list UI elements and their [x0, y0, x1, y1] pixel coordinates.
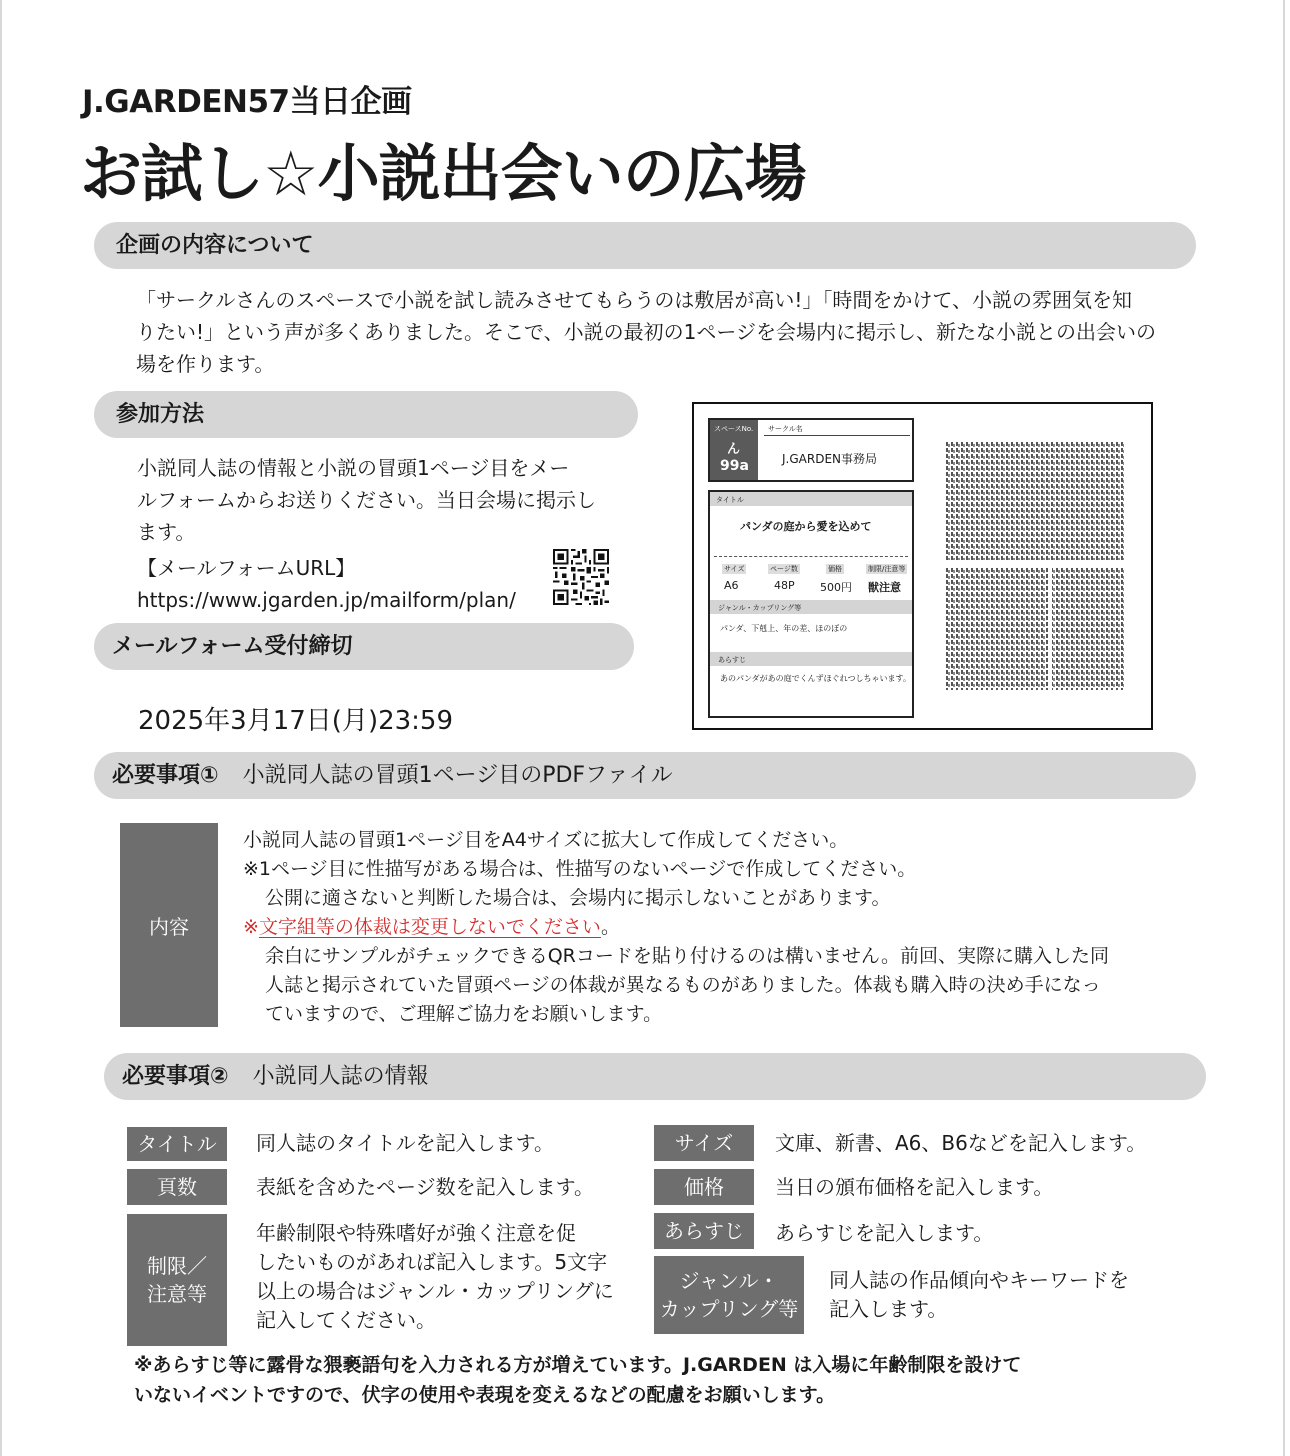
section-bar-req2 [104, 1053, 1206, 1100]
content-label [120, 823, 218, 1027]
section-bar-how [94, 391, 638, 438]
mailform-url-link[interactable]: https://www.jgarden.jp/mailform/plan/ [137, 588, 516, 612]
field-label-price: 価格 [654, 1169, 754, 1205]
footer-note [134, 1350, 1021, 1410]
circle-label: サークル名 [768, 425, 803, 433]
field-desc-title: 同人誌のタイトルを記入します。 [256, 1131, 554, 1155]
content-label-text: 内容 [149, 915, 189, 939]
space-kana: ん [727, 442, 741, 457]
field-desc-size: 文庫、新書、A6、B6などを記入します。 [775, 1131, 1147, 1155]
field-value: 500円 [820, 581, 852, 594]
field-label-size: サイズ [654, 1125, 754, 1161]
field-desc-restrictions [256, 1219, 614, 1335]
req2-subheading: 小説同人誌の情報 [252, 1064, 429, 1089]
sample-detail-card [708, 490, 914, 718]
restrictions-label-line: 制限／ [147, 1254, 207, 1278]
field-value: 48P [774, 579, 795, 592]
section-bar-deadline [94, 623, 634, 670]
req1-subheading: 小説同人誌の冒頭1ページ目のPDFファイル [242, 763, 673, 788]
event-subtitle: J.GARDEN57当日企画 [82, 84, 412, 120]
restrictions-line: したいものがあれば記入します。5文字 [256, 1250, 608, 1274]
sample-poster-image [692, 402, 1153, 730]
section-heading [112, 752, 673, 799]
field-desc-price: 当日の頒布価格を記入します。 [775, 1175, 1054, 1199]
page-frame-right [1283, 0, 1285, 1456]
field-label: サイズ [724, 565, 745, 573]
field-label-synopsis: あらすじ [654, 1213, 754, 1249]
note-mark: ※ [243, 916, 259, 938]
how-text [137, 452, 596, 616]
field-label-genre [654, 1256, 804, 1334]
section-heading: メールフォーム受付締切 [112, 634, 353, 659]
sample-space-card [708, 418, 914, 482]
how-line: ます。 [137, 520, 196, 544]
genre-value: パンダ、下剋上、年の差、ほのぼの [720, 624, 848, 633]
restrictions-line: 以上の場合はジャンル・カップリングに [256, 1279, 614, 1303]
req1-line: 小説同人誌の冒頭1ページ目をA4サイズに拡大して作成してください。 [243, 829, 849, 851]
req1-text [243, 826, 1109, 1029]
section-heading: 企画の内容について [116, 233, 314, 258]
sample-title: パンダの庭から愛を込めて [740, 520, 872, 533]
section-heading [122, 1053, 429, 1100]
section-heading: 参加方法 [116, 402, 205, 427]
req1-line: ※1ページ目に性描写がある場合は、性描写のないページで作成してください。 [243, 858, 917, 880]
genre-label-line: カップリング等 [659, 1297, 799, 1321]
space-label: スペースNo. [714, 425, 754, 433]
layout-warning: 文字組等の体裁は変更しないでください [258, 916, 601, 938]
restrictions-label-line: 注意等 [147, 1282, 207, 1306]
genre-label-line: ジャンル・ [679, 1269, 779, 1293]
restrictions-line: 記入してください。 [256, 1308, 436, 1332]
field-value: 獣注意 [868, 581, 901, 594]
req2-heading: 必要事項② [122, 1064, 229, 1089]
restrictions-line: 年齢制限や特殊嗜好が強く注意を促 [256, 1221, 576, 1245]
how-line: ルフォームからお送りください。当日会場に掲示し [137, 488, 596, 512]
synopsis-label: あらすじ [718, 656, 746, 664]
page-frame-left [0, 0, 2, 1456]
qr-code-icon[interactable] [553, 549, 609, 605]
title-label: タイトル [716, 496, 744, 504]
field-label-title: タイトル [127, 1127, 227, 1161]
req1-warning-line [243, 913, 1109, 942]
req1-heading: 必要事項① [112, 763, 219, 788]
req1-line: ていますので、ご理解ご協力をお願いします。 [265, 1003, 663, 1025]
period: 。 [600, 916, 620, 938]
url-label: 【メールフォームURL】 [137, 556, 356, 580]
field-label: ページ数 [770, 565, 798, 573]
about-line: 「サークルさんのスペースで小説を試し読みさせてもらうのは敷居が高い!」「時間をかけて、小説の雰囲気を知 [136, 288, 1133, 312]
synopsis-value: あのパンダがあの庭でくんずほぐれつしちゃいます。 [720, 674, 911, 683]
genre-label: ジャンル・カップリング等 [718, 604, 802, 612]
about-line: 場を作ります。 [136, 352, 275, 376]
field-desc-synopsis: あらすじを記入します。 [775, 1221, 994, 1245]
about-line: りたい!」という声が多くありました。そこで、小説の最初の1ページを会場内に掲示し、新たな小説との出会いの [136, 320, 1156, 344]
section-bar-about [94, 222, 1196, 269]
section-bar-req1 [94, 752, 1196, 799]
req1-line: 公開に適さないと判断した場合は、会場内に掲示しないことがあります。 [265, 887, 891, 909]
note-line: いないイベントですので、伏字の使用や表現を変えるなどの配慮をお願いします。 [134, 1384, 836, 1406]
note-line: ※あらすじ等に露骨な猥褻語句を入力される方が増えています。J.GARDEN は入場に年齢制限を設けて [134, 1354, 1022, 1376]
field-label: 制限/注意等 [868, 565, 906, 573]
field-desc-pages: 表紙を含めたページ数を記入します。 [256, 1175, 594, 1199]
space-number: 99a [720, 458, 749, 474]
sample-text-columns-image [946, 442, 1126, 692]
deadline-value: 2025年3月17日(月)23:59 [138, 706, 454, 736]
how-line: 小説同人誌の情報と小説の冒頭1ページ目をメー [137, 456, 570, 480]
field-desc-genre [829, 1266, 1129, 1324]
field-value: A6 [724, 579, 739, 592]
req1-line: 人誌と掲示されていた冒頭ページの体裁が異なるものがありました。体裁も購入時の決め手になっ [265, 974, 1101, 996]
genre-desc-line: 記入します。 [829, 1297, 948, 1321]
genre-desc-line: 同人誌の作品傾向やキーワードを [829, 1268, 1129, 1292]
page-title: お試し☆小説出会いの広場 [80, 137, 806, 210]
field-label-restrictions [127, 1214, 227, 1346]
field-label: 価格 [828, 565, 842, 573]
about-text [136, 284, 1156, 380]
field-label-pages: 頁数 [127, 1169, 227, 1205]
req1-line: 余白にサンプルがチェックできるQRコードを貼り付けるのは構いません。前回、実際に購入した同 [265, 945, 1110, 967]
circle-name: J.GARDEN事務局 [782, 452, 877, 466]
